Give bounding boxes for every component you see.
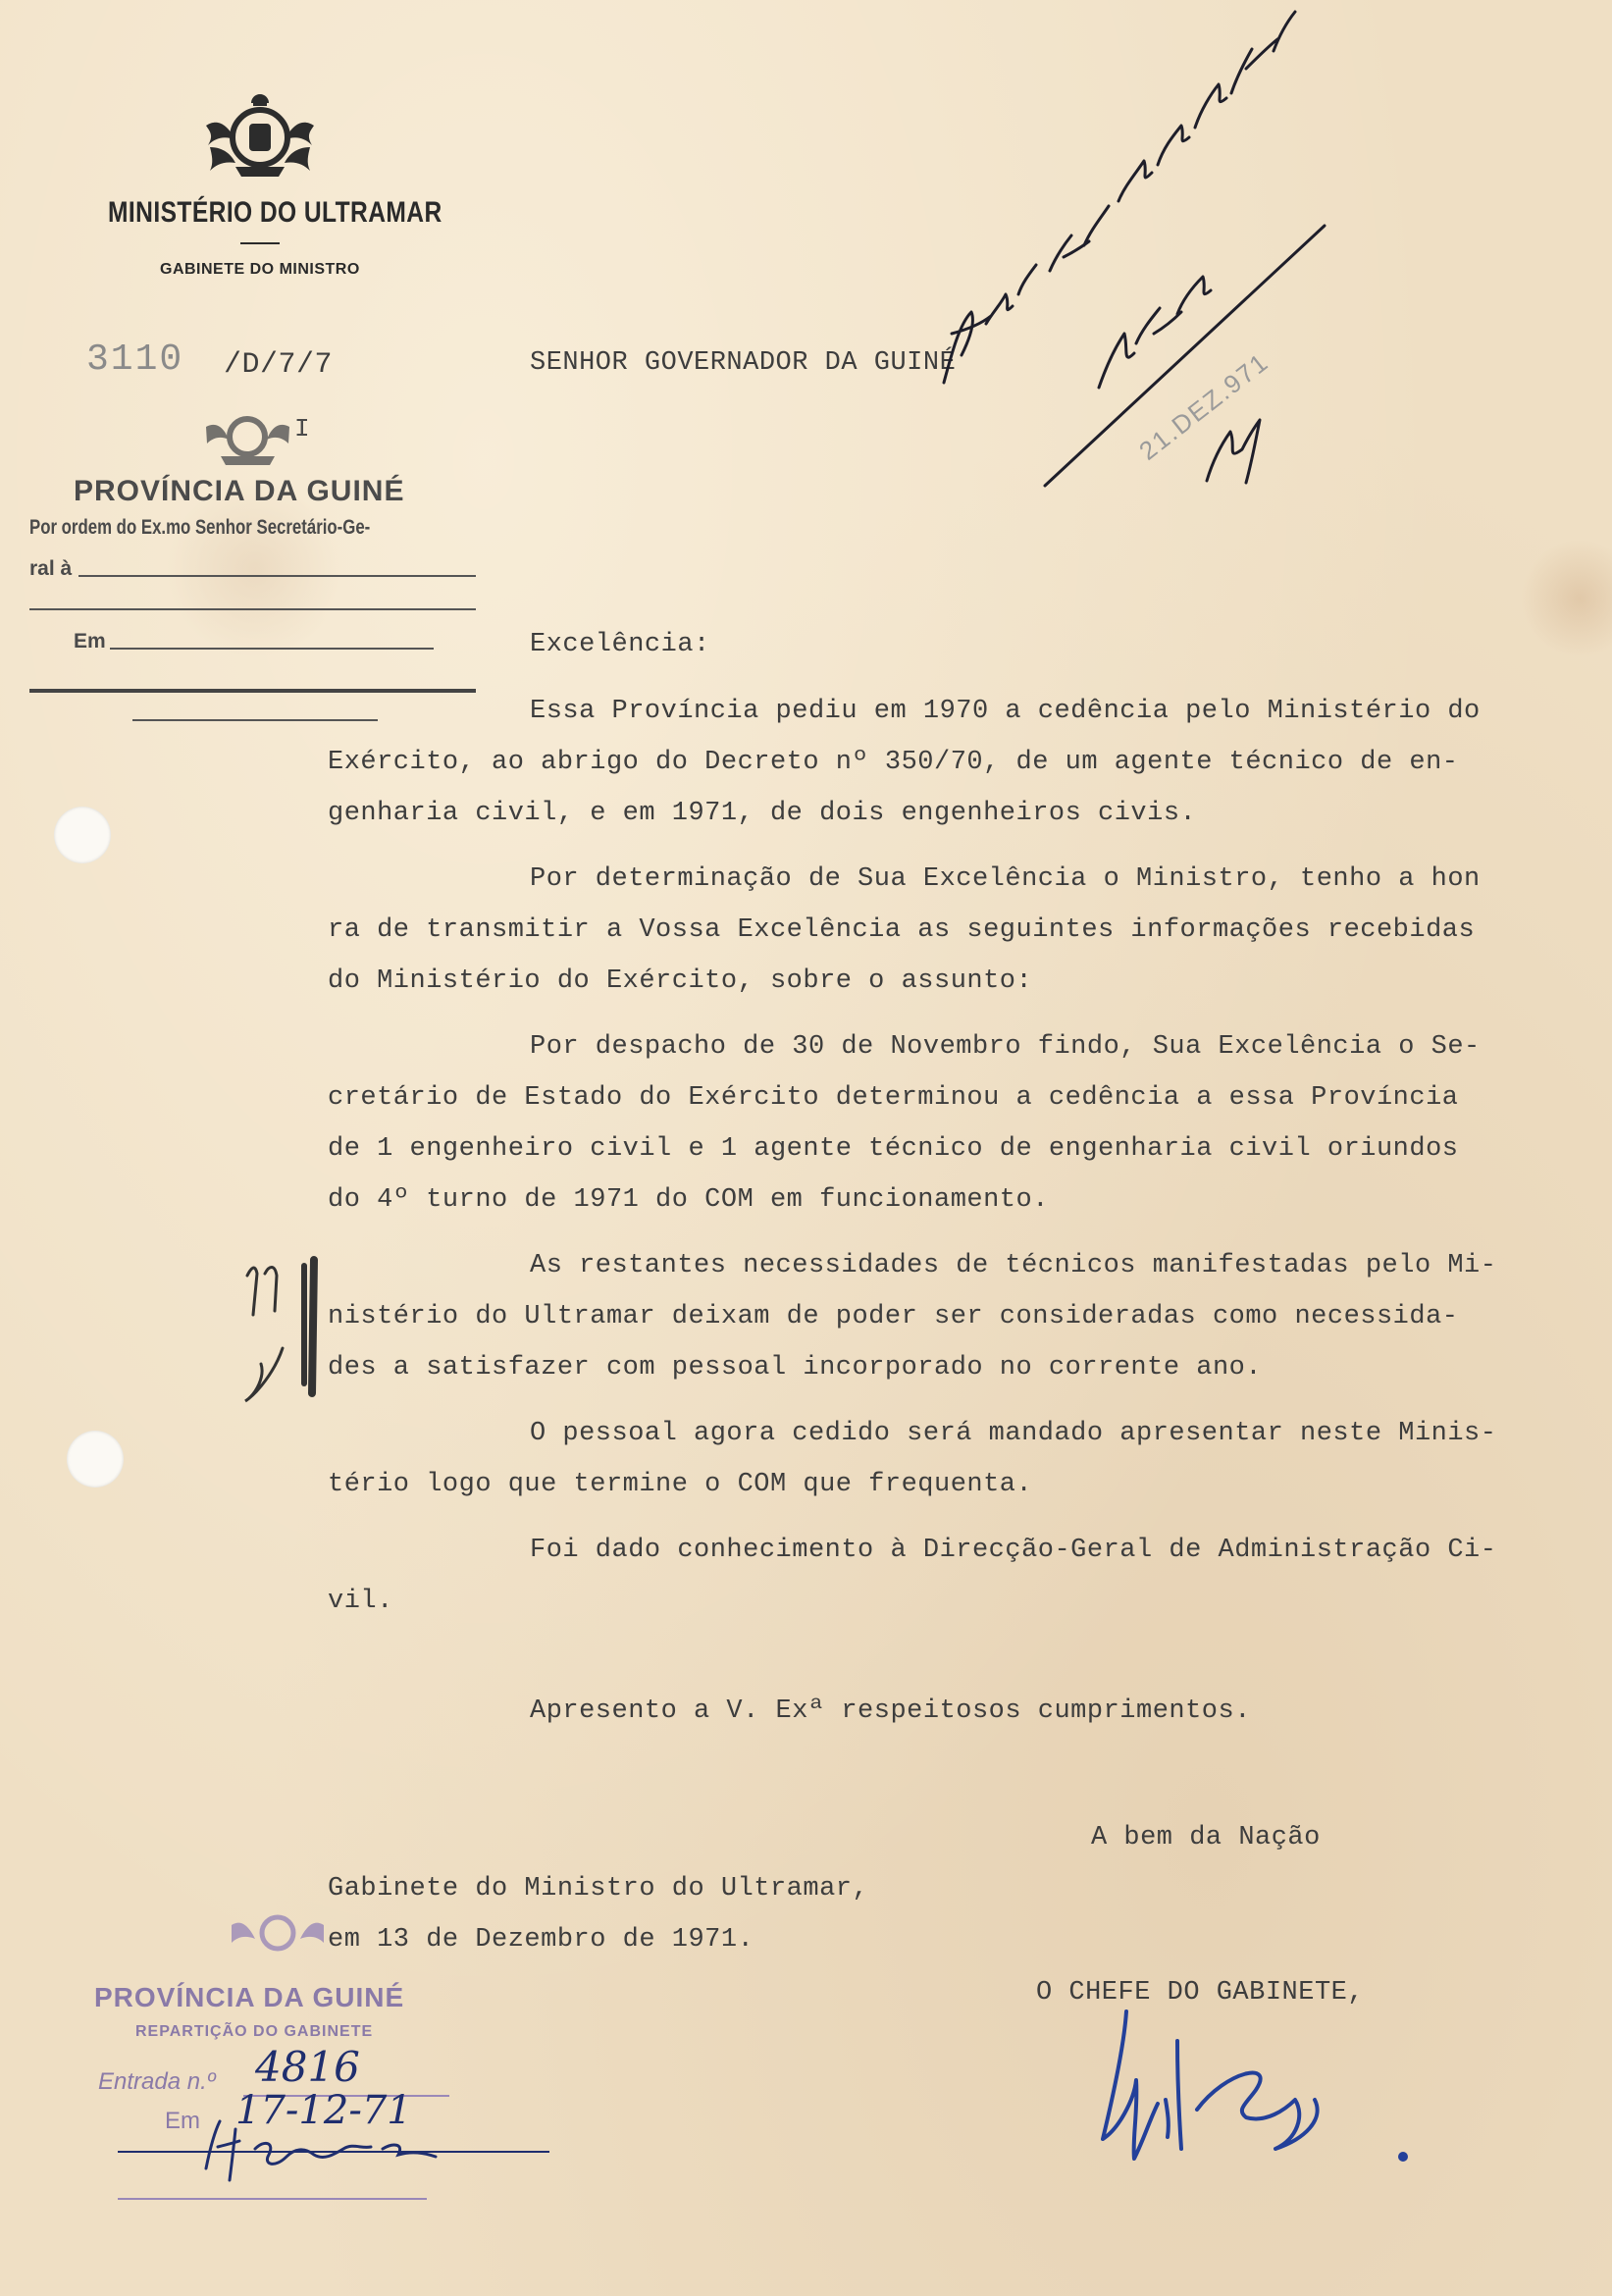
body-line: Foi dado conhecimento à Direcção-Geral de Administração Ci- [530, 1536, 1497, 1565]
punch-hole-bottom [67, 1431, 124, 1487]
body-line: do Ministério do Exército, sobre o assunto: [328, 966, 1033, 996]
addressee: SENHOR GOVERNADOR DA GUINÉ [530, 348, 957, 378]
body-line: tério logo que termine o COM que frequenta. [328, 1470, 1033, 1499]
body-line: ra de transmitir a Vossa Excelência as seguintes informações recebidas [328, 915, 1476, 945]
stamp-line-3 [110, 648, 434, 650]
header-divider [240, 242, 280, 244]
body-line: cretário de Estado do Exército determinou a cedência a essa Província [328, 1083, 1459, 1113]
entry-initials [196, 2100, 471, 2188]
entry-number-label: Entrada n.º [98, 2068, 216, 2095]
province-stamp-number: I [294, 414, 310, 444]
entry-stamp-subtitle: REPARTIÇÃO DO GABINETE [135, 2023, 374, 2040]
cabinet-name: GABINETE DO MINISTRO [160, 261, 360, 278]
body-line: do 4º turno de 1971 do COM em funcionamento. [328, 1185, 1049, 1215]
annotation-date-stamp: 21.DEZ.971 [1133, 346, 1274, 466]
entry-number-value: 4816 [255, 2043, 360, 2091]
signature-title: O CHEFE DO GABINETE, [1036, 1978, 1365, 2008]
handwritten-annotations [883, 0, 1354, 510]
salutation: Excelência: [530, 630, 710, 659]
stamp-line-5 [132, 719, 378, 721]
stamp-line-1 [78, 575, 476, 577]
body-line: Exército, ao abrigo do Decreto nº 350/70, de um agente técnico de en- [328, 748, 1459, 777]
entry-date-label: Em [165, 2108, 200, 2134]
punch-hole-top [54, 807, 111, 863]
province-stamp-em: Em [74, 630, 106, 652]
date-line: em 13 de Dezembro de 1971. [328, 1925, 754, 1955]
body-line: Por determinação de Sua Excelência o Ministro, tenho a hon [530, 864, 1481, 894]
place-line: Gabinete do Ministro do Ultramar, [328, 1874, 869, 1904]
body-line: Apresento a V. Exª respeitosos cumprimentos. [530, 1696, 1251, 1726]
closing: A bem da Nação [1091, 1823, 1321, 1852]
entry-date-value: 17-12-71 [235, 2088, 412, 2133]
signature [1079, 2002, 1432, 2198]
ministry-name: MINISTÉRIO DO ULTRAMAR [108, 196, 442, 229]
entry-stamp-crest-icon [224, 1904, 332, 1972]
coat-of-arms-icon [196, 86, 324, 183]
entry-stamp-title: PROVÍNCIA DA GUINÉ [94, 1982, 405, 2012]
body-line: Essa Província pediu em 1970 a cedência pelo Ministério do [530, 697, 1481, 726]
province-stamp-order-line-2: ral à [29, 557, 73, 580]
body-line: genharia civil, e em 1971, de dois engenheiros civis. [328, 799, 1197, 828]
province-stamp-title: PROVÍNCIA DA GUINÉ [74, 475, 405, 507]
entry-stamp-bottom-line [118, 2198, 427, 2200]
margin-mark [235, 1246, 324, 1413]
body-line: nistério do Ultramar deixam de poder ser consideradas como necessida- [328, 1302, 1459, 1331]
body-line: de 1 engenheiro civil e 1 agente técnico de engenharia civil oriundos [328, 1134, 1459, 1164]
reference-number: 3110 [86, 339, 184, 381]
body-line: vil. [328, 1587, 393, 1616]
body-line: des a satisfazer com pessoal incorporado no corrente ano. [328, 1353, 1263, 1383]
body-line: Por despacho de 30 de Novembro findo, Sua Excelência o Se- [530, 1032, 1481, 1062]
body-line: O pessoal agora cedido será mandado apresentar neste Minis- [530, 1419, 1497, 1448]
body-line: As restantes necessidades de técnicos manifestadas pelo Mi- [530, 1251, 1497, 1280]
reference-code: /D/7/7 [224, 348, 334, 382]
stamp-crest-icon [201, 402, 294, 471]
province-stamp-order-line: Por ordem do Ex.mo Senhor Secretário-Ge- [29, 516, 371, 539]
stamp-line-2 [29, 608, 476, 610]
stamp-line-4 [29, 689, 476, 693]
